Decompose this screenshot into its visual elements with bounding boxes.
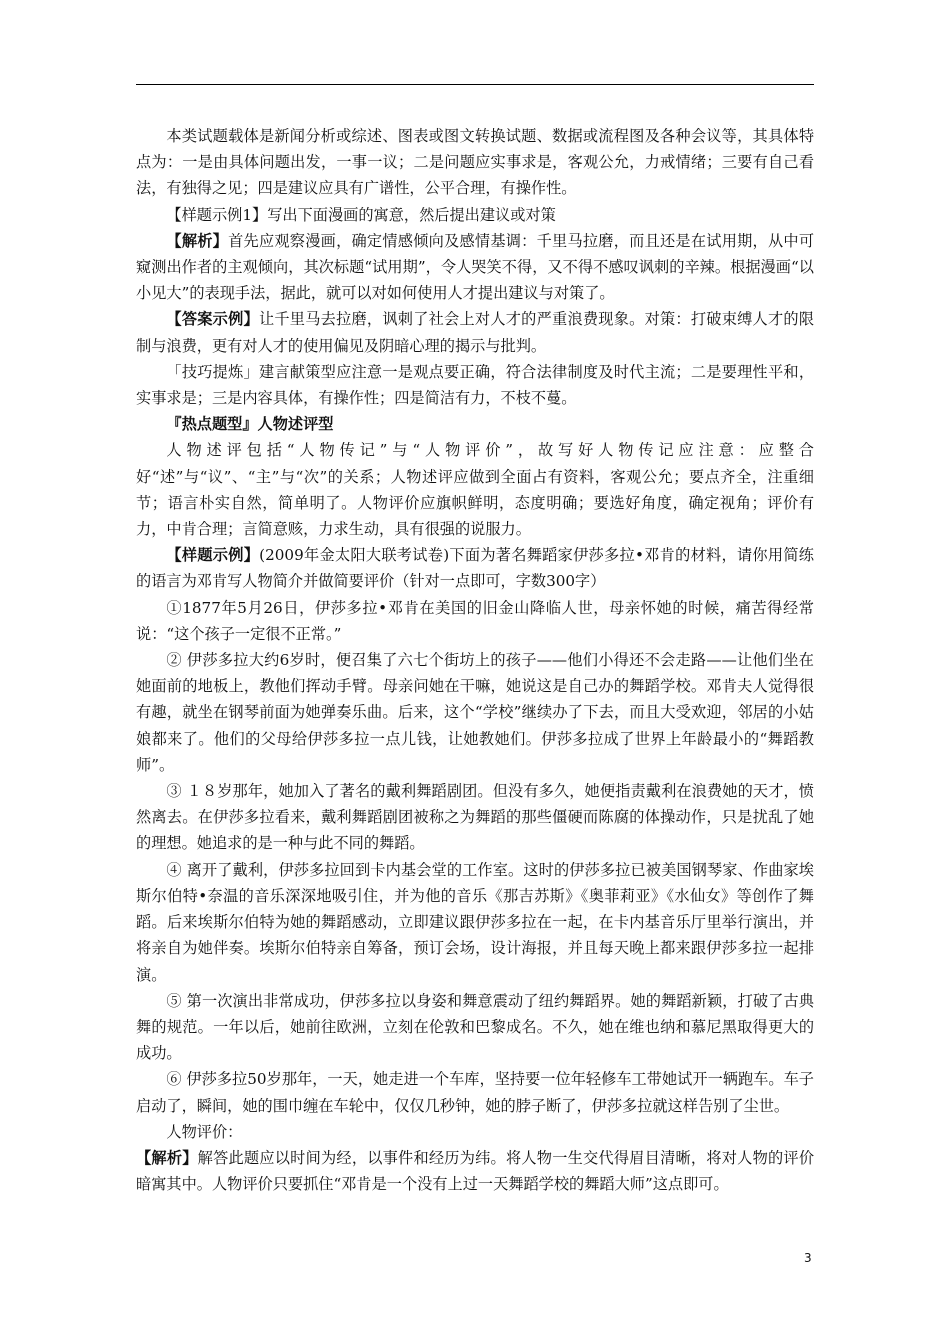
paragraph-material-3: ③ １８岁那年，她加入了著名的戴利舞蹈剧团。但没有多久，她便指责戴利在浪费她的天才，愤然离去。在伊莎多拉看来，戴利舞蹈剧团被称之为舞蹈的那些僵硬而陈腐的体操动作，只是扰乱了她的理想。她追求的是一种与此不同的舞蹈。	[136, 782, 814, 853]
label-sample-1: 【样题示例1】	[166, 205, 268, 224]
paragraph-material-6: ⑥ 伊莎多拉50岁那年，一天，她走进一个车库，坚持要一位年轻修车工带她试开一辆跑车。车子启动了，瞬间，她的围巾缠在车轮中，仅仅几秒钟，她的脖子断了，伊莎多拉就这样告别了尘世。	[136, 1070, 814, 1115]
paragraph-answer-1	[136, 306, 814, 358]
paragraph-intro: 本类试题载体是新闻分析或综述、图表或图文转换试题、数据或流程图及各种会议等，其具体特点为：一是由具体问题出发，一事一议；二是问题应实事求是，客观公允，力戒情绪；三要有自己看法，有独得之见；四是建议应具有广谱性，公平合理，有操作性。	[136, 127, 814, 198]
text-sample-2: (2009年金太阳大联考试卷)下面为著名舞蹈家伊莎多拉•邓肯的材料，请你用简练的语言为邓肯写人物简介并做简要评价（针对一点即可，字数300字）	[136, 546, 814, 591]
paragraph-analysis-2	[136, 1145, 814, 1197]
label-answer-1: 【答案示例】	[166, 310, 259, 329]
label-analysis-1: 【解析】	[166, 231, 229, 250]
section-heading: 『热点题型』人物述评型	[166, 415, 334, 434]
document-body	[136, 123, 814, 1197]
paragraph-analysis-1	[136, 228, 814, 307]
paragraph-sample-2	[136, 542, 814, 594]
paragraph-biography-intro: 人物述评包括“人物传记”与“人物评价”，故写好人物传记应注意：应整合好“述”与“议”、“主”与“次”的关系；人物述评应做到全面占有资料，客观公允；要点齐全，注重细节；语言朴实自然，简单明了。人物评价应旗帜鲜明，态度明确；要选好角度，确定视角；评价有力，中肯合理；言简意赅，力求生动，具有很强的说服力。	[136, 441, 814, 539]
header-rule	[136, 84, 814, 85]
label-analysis-2: 【解析】	[136, 1148, 198, 1167]
text-sample-1: 写出下面漫画的寓意，然后提出建议或对策	[267, 205, 556, 224]
label-tips: 「技巧提炼」	[166, 362, 259, 381]
text-tips: 建言献策型应注意一是观点要正确，符合法律制度及时代主流；二是要理性平和，实事求是；三是内容具体，有操作性；四是简洁有力，不枝不蔓。	[136, 362, 815, 408]
paragraph-material-2: ② 伊莎多拉大约6岁时，便召集了六七个街坊上的孩子——他们小得还不会走路——让他们坐在她面前的地板上，教他们挥动手臂。母亲问她在干嘛，她说这是自己办的舞蹈学校。邓肯夫人觉得很有趣，就坐在钢琴前面为她弹奏乐曲。后来，这个“学校”继续办了下去，而且大受欢迎，邻居的小姑娘都来了。他们的父母给伊莎多拉一点儿钱，让她教她们。伊莎多拉成了世界上年龄最小的“舞蹈教师”。	[136, 651, 814, 774]
paragraph-sample-1	[136, 202, 814, 228]
page-number: 3	[804, 1251, 812, 1265]
paragraph-tips	[136, 359, 814, 411]
text-analysis-1: 首先应观察漫画，确定情感倾向及感情基调：千里马拉磨，而且还是在试用期，从中可窥测出作者的主观倾向，其次标题“试用期”，令人哭笑不得，又不得不感叹讽刺的辛辣。根据漫画“以小见大”的表现手法，据此，就可以对如何使用人才提出建议与对策了。	[136, 231, 815, 303]
paragraph-material-1: ①1877年5月26日，伊莎多拉•邓肯在美国的旧金山降临人世，母亲怀她的时候，痛苦得经常说：“这个孩子一定很不正常。”	[136, 598, 814, 643]
text-analysis-2: 解答此题应以时间为经，以事件和经历为纬。将人物一生交代得眉目清晰，将对人物的评价暗寓其中。人物评价只要抓住“邓肯是一个没有上过一天舞蹈学校的舞蹈大师”这点即可。	[136, 1148, 815, 1194]
paragraph-material-4: ④ 离开了戴利，伊莎多拉回到卡内基会堂的工作室。这时的伊莎多拉已被美国钢琴家、作曲家埃斯尔伯特•奈温的音乐深深地吸引住，并为他的音乐《那吉苏斯》《奥菲莉亚》《水仙女》等创作了舞蹈。后来埃斯尔伯特为她的舞蹈感动，立即建议跟伊莎多拉在一起，在卡内基音乐厅里举行演出，并将亲自为她伴奏。埃斯尔伯特亲自筹备，预订会场，设计海报，并且每天晚上都来跟伊莎多拉一起排演。	[136, 860, 814, 984]
paragraph-material-5: ⑤ 第一次演出非常成功，伊莎多拉以身姿和舞意震动了纽约舞蹈界。她的舞蹈新颖，打破了古典舞的规范。一年以后，她前往欧洲，立刻在伦敦和巴黎成名。不久，她在维也纳和慕尼黑取得更大的成功。	[136, 991, 814, 1063]
paragraph-evaluation-prompt: 人物评价：	[166, 1122, 243, 1141]
label-sample-2: 【样题示例】	[166, 546, 260, 565]
text-answer-1: 让千里马去拉磨，讽刺了社会上对人才的严重浪费现象。对策：打破束缚人才的限制与浪费，更有对人才的使用偏见及阴暗心理的揭示与批判。	[136, 310, 815, 355]
